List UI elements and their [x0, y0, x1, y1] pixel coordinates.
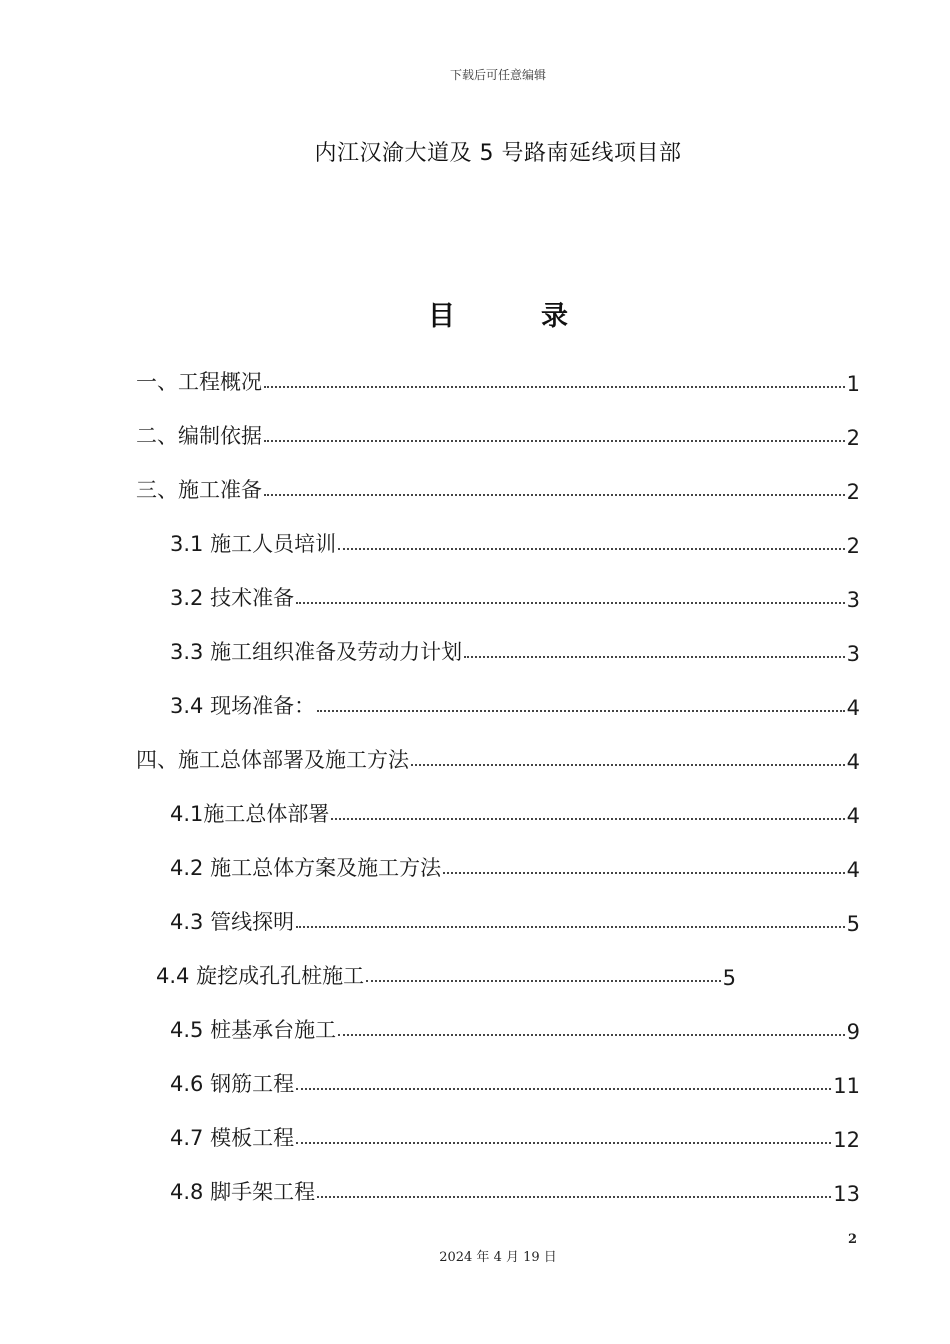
toc-leader: [264, 494, 845, 496]
toc-entry-page: 1: [846, 372, 860, 396]
toc-leader: [296, 602, 845, 604]
toc-entry-page: 3: [846, 642, 860, 666]
toc-entry-label: 四、施工总体部署及施工方法: [136, 748, 409, 772]
toc-entry-page: 12: [833, 1128, 860, 1152]
footer-date: 2024 年 4 月 19 日: [439, 1250, 557, 1265]
toc-entry-page: 3: [846, 588, 860, 612]
toc-entry-3[interactable]: [136, 466, 860, 504]
toc-leader: [296, 1142, 831, 1144]
toc-leader: [264, 440, 845, 442]
toc-entry-label: 4.6 钢筋工程: [170, 1072, 295, 1096]
toc-entry-3-3[interactable]: [170, 628, 860, 666]
toc-entry-label: 3.1 施工人员培训: [170, 532, 337, 556]
toc-entry-page: 5: [846, 912, 860, 936]
toc-entry-page: 4: [846, 804, 860, 828]
toc-entry-page: 9: [846, 1020, 860, 1044]
toc-entry-1[interactable]: [136, 358, 860, 396]
toc-entry-page: 4: [846, 696, 860, 720]
toc-entry-label: 3.2 技术准备: [170, 586, 295, 610]
toc-entry-page: 2: [846, 534, 860, 558]
page-number: 2: [848, 1232, 858, 1247]
toc-leader: [264, 386, 845, 388]
toc-entry-label: 4.8 脚手架工程: [170, 1180, 316, 1204]
toc-entry-label: 三、施工准备: [136, 478, 262, 502]
toc-entry-4-1[interactable]: [170, 790, 860, 828]
toc-leader: [338, 548, 845, 550]
toc-heading-right: 录: [541, 301, 568, 332]
toc-leader: [366, 980, 721, 982]
toc-entry-label: 4.7 模板工程: [170, 1126, 295, 1150]
toc-entry-2[interactable]: [136, 412, 860, 450]
toc-entry-label: 一、工程概况: [136, 370, 262, 394]
toc-entry-label: 4.3 管线探明: [170, 910, 295, 934]
toc-entry-4-7[interactable]: [170, 1114, 860, 1152]
toc-entry-label: 4.2 施工总体方案及施工方法: [170, 856, 442, 880]
toc-entry-4-4[interactable]: [156, 952, 736, 990]
toc-leader: [331, 818, 844, 820]
toc-entry-page: 11: [833, 1074, 860, 1098]
toc-entry-label: 4.5 桩基承台施工: [170, 1018, 337, 1042]
toc-leader: [464, 656, 845, 658]
toc-leader: [317, 710, 845, 712]
toc-entry-label: 3.4 现场准备：: [170, 694, 316, 718]
toc-entry-4[interactable]: [136, 736, 860, 774]
toc-leader: [317, 1196, 831, 1198]
toc-leader: [338, 1034, 845, 1036]
toc-entry-4-5[interactable]: [170, 1006, 860, 1044]
toc-entry-label: 4.1施工总体部署: [170, 802, 330, 826]
toc-entry-4-8[interactable]: [170, 1168, 860, 1206]
toc-entry-3-4[interactable]: [170, 682, 860, 720]
toc-heading-left: 目: [428, 301, 455, 332]
toc-entry-3-2[interactable]: [170, 574, 860, 612]
toc-heading: [0, 294, 950, 333]
toc-entry-label: 二、编制依据: [136, 424, 262, 448]
toc-leader: [443, 872, 845, 874]
toc-entry-page: 4: [846, 750, 860, 774]
toc-entry-page: 4: [846, 858, 860, 882]
header-note: 下载后可任意编辑: [449, 68, 546, 82]
toc-entry-page: 5: [722, 966, 736, 990]
project-title: 内江汉渝大道及 5 号路南延线项目部: [314, 141, 682, 166]
toc-entry-4-2[interactable]: [170, 844, 860, 882]
toc-leader: [296, 1088, 831, 1090]
toc-leader: [411, 764, 845, 766]
toc-entry-page: 13: [833, 1182, 860, 1206]
toc-entry-3-1[interactable]: [170, 520, 860, 558]
toc-entry-label: 4.4 旋挖成孔孔桩施工: [156, 964, 365, 988]
toc-leader: [296, 926, 845, 928]
toc-entry-page: 2: [846, 480, 860, 504]
toc-entry-page: 2: [846, 426, 860, 450]
toc-entry-label: 3.3 施工组织准备及劳动力计划: [170, 640, 463, 664]
toc-entry-4-6[interactable]: [170, 1060, 860, 1098]
toc-entry-4-3[interactable]: [170, 898, 860, 936]
